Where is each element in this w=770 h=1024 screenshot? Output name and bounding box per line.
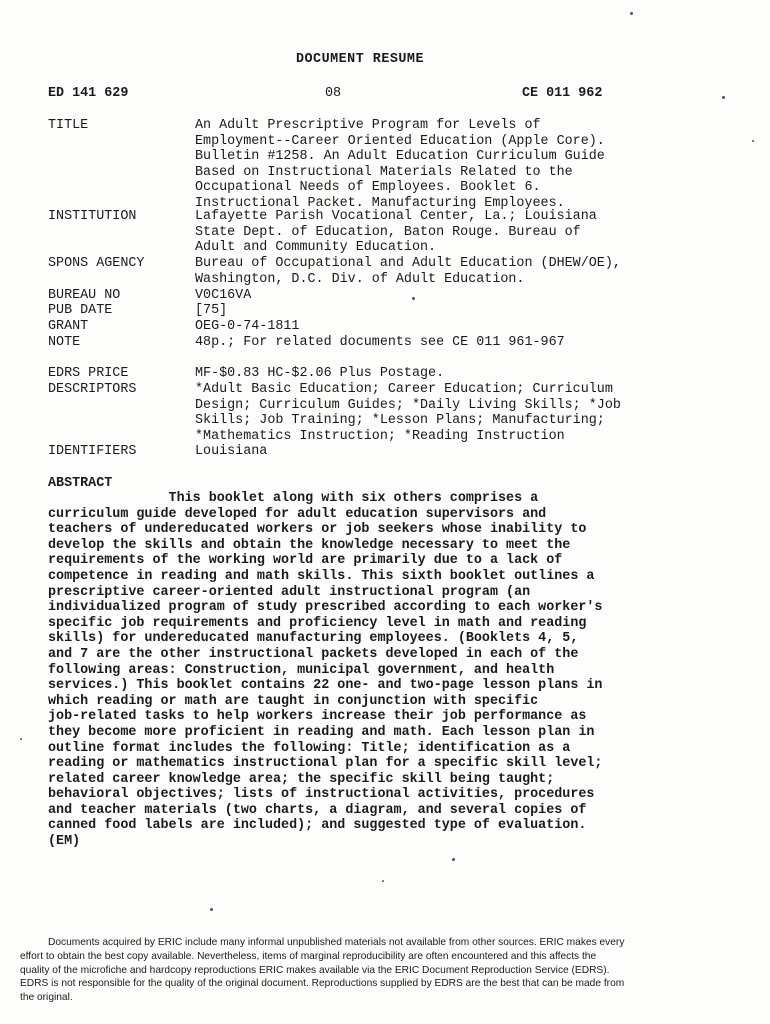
abstract-line: curriculum guide developed for adult education supervisors and	[48, 506, 547, 522]
abstract-line: following areas: Construction, municipal government, and health	[48, 662, 555, 678]
ed-number: ED 141 629	[48, 86, 129, 101]
field-value-descriptors	[195, 382, 695, 444]
field-line: Adult and Community Education.	[195, 240, 437, 256]
field-value-institution	[195, 209, 695, 256]
document-title: DOCUMENT RESUME	[295, 52, 425, 67]
field-label-bureau-no: BUREAU NO	[48, 288, 121, 303]
field-line: V0C16VA	[195, 288, 252, 303]
ce-number: CE 011 962	[522, 86, 603, 101]
abstract-line: competence in reading and math skills. This sixth booklet outlines a	[48, 568, 595, 584]
scan-speck	[20, 738, 22, 740]
field-line: An Adult Prescriptive Program for Levels of	[195, 118, 541, 133]
field-line: Washington, D.C. Div. of Adult Education.	[195, 271, 525, 287]
abstract-line: develop the skills and obtain the knowledge necessary to meet the	[48, 537, 571, 553]
field-label-grant: GRANT	[48, 319, 89, 334]
field-line: Instructional Packet. Manufacturing Employees.	[195, 195, 565, 211]
abstract-line: job-related tasks to help workers increase their job performance as	[48, 709, 587, 725]
field-line: Bureau of Occupational and Adult Education (DHEW/OE),	[195, 256, 621, 271]
abstract-line: teachers of undereducated workers or job seekers whose inability to	[48, 522, 587, 538]
abstract-line: requirements of the working world are primarily due to a lack of	[48, 553, 563, 569]
disclaimer-line: the original.	[20, 992, 73, 1004]
abstract-line: behavioral objectives; lists of instructional activities, procedures	[48, 787, 595, 803]
field-line: Louisiana	[195, 444, 268, 459]
abstract-label: ABSTRACT	[48, 476, 113, 491]
field-label-descriptors: DESCRIPTORS	[48, 382, 137, 397]
abstract-line: individualized program of study prescribed according to each worker's	[48, 600, 603, 616]
disclaimer-line: Documents acquired by ERIC include many informal unpublished materials not available from other sources. ERIC makes every	[48, 937, 625, 948]
field-value-bureau-no	[195, 288, 695, 304]
middle-code: 08	[325, 86, 342, 101]
scan-speck	[630, 12, 633, 15]
disclaimer-line: EDRS is not responsible for the quality of the original document. Reproductions supplied by EDRS are the best that can be made from	[20, 978, 625, 990]
abstract-line: related career knowledge area; the specific skill being taught;	[48, 771, 555, 787]
abstract-line: and 7 are the other instructional packets developed in each of the	[48, 646, 579, 662]
abstract-line: and teacher materials (two charts, a diagram, and several copies of	[48, 802, 587, 818]
eric-disclaimer	[20, 936, 752, 1005]
field-line: [75]	[195, 303, 228, 318]
field-line: Design; Curriculum Guides; *Daily Living Skills; *Job	[195, 397, 621, 413]
field-line: Employment--Career Oriented Education (Apple Core).	[195, 133, 605, 149]
field-value-identifiers	[195, 444, 695, 460]
disclaimer-line: quality of the microfiche and hardcopy reproductions ERIC makes available via the ERIC Document Reproduction Service (EDRS).	[20, 964, 610, 976]
field-value-pub-date	[195, 303, 695, 319]
abstract-line: outline format includes the following: Title; identification as a	[48, 740, 571, 756]
field-line: State Dept. of Education, Baton Rouge. Bureau of	[195, 224, 581, 240]
field-label-institution: INSTITUTION	[48, 209, 137, 224]
field-line: MF-$0.83 HC-$2.06 Plus Postage.	[195, 366, 445, 381]
field-value-edrs-price	[195, 366, 695, 382]
disclaimer-line: effort to obtain the best copy available. Nevertheless, items of marginal reproducibility are often encountered and this affects the	[20, 950, 597, 962]
abstract-line: prescriptive career-oriented adult instructional program (an	[48, 584, 531, 600]
field-label-title: TITLE	[48, 118, 89, 133]
field-value-spons-agency	[195, 256, 695, 287]
field-line: 48p.; For related documents see CE 011 961-967	[195, 335, 565, 350]
field-line: OEG-0-74-1811	[195, 319, 300, 334]
field-line: Lafayette Parish Vocational Center, La.; Louisiana	[195, 209, 597, 224]
scan-speck	[382, 880, 384, 882]
scan-speck	[210, 908, 213, 911]
field-value-title	[195, 118, 695, 212]
field-line: *Mathematics Instruction; *Reading Instruction	[195, 428, 565, 444]
field-line: Based on Instructional Materials Related to the	[195, 164, 573, 180]
abstract-body	[48, 491, 748, 850]
field-label-note: NOTE	[48, 335, 81, 350]
field-label-identifiers: IDENTIFIERS	[48, 444, 137, 459]
scan-speck	[722, 96, 725, 99]
abstract-line: This booklet along with six others comprises a	[48, 491, 539, 506]
field-value-grant	[195, 319, 695, 335]
abstract-line: which reading or math are taught in conjunction with specific	[48, 693, 539, 709]
abstract-line: skills) for undereducated manufacturing employees. (Booklets 4, 5,	[48, 631, 579, 647]
field-line: Skills; Job Training; *Lesson Plans; Manufacturing;	[195, 413, 605, 429]
field-value-note	[195, 335, 695, 351]
scan-speck	[412, 297, 415, 300]
field-label-spons-agency: SPONS AGENCY	[48, 256, 145, 271]
abstract-line: specific job requirements and proficiency level in math and reading	[48, 615, 587, 631]
scan-speck	[752, 140, 754, 142]
field-line: Bulletin #1258. An Adult Education Curriculum Guide	[195, 149, 605, 165]
field-line: Occupational Needs of Employees. Booklet 6.	[195, 180, 541, 196]
field-line: *Adult Basic Education; Career Education; Curriculum	[195, 382, 613, 397]
scan-speck	[452, 858, 455, 861]
abstract-line: canned food labels are included); and suggested type of evaluation.	[48, 818, 587, 834]
abstract-line: they become more proficient in reading and math. Each lesson plan in	[48, 724, 595, 740]
field-label-edrs-price: EDRS PRICE	[48, 366, 129, 381]
field-label-pub-date: PUB DATE	[48, 303, 113, 318]
abstract-line: (EM)	[48, 834, 81, 850]
abstract-line: services.) This booklet contains 22 one- and two-page lesson plans in	[48, 678, 603, 694]
abstract-line: reading or mathematics instructional plan for a specific skill level;	[48, 756, 603, 772]
